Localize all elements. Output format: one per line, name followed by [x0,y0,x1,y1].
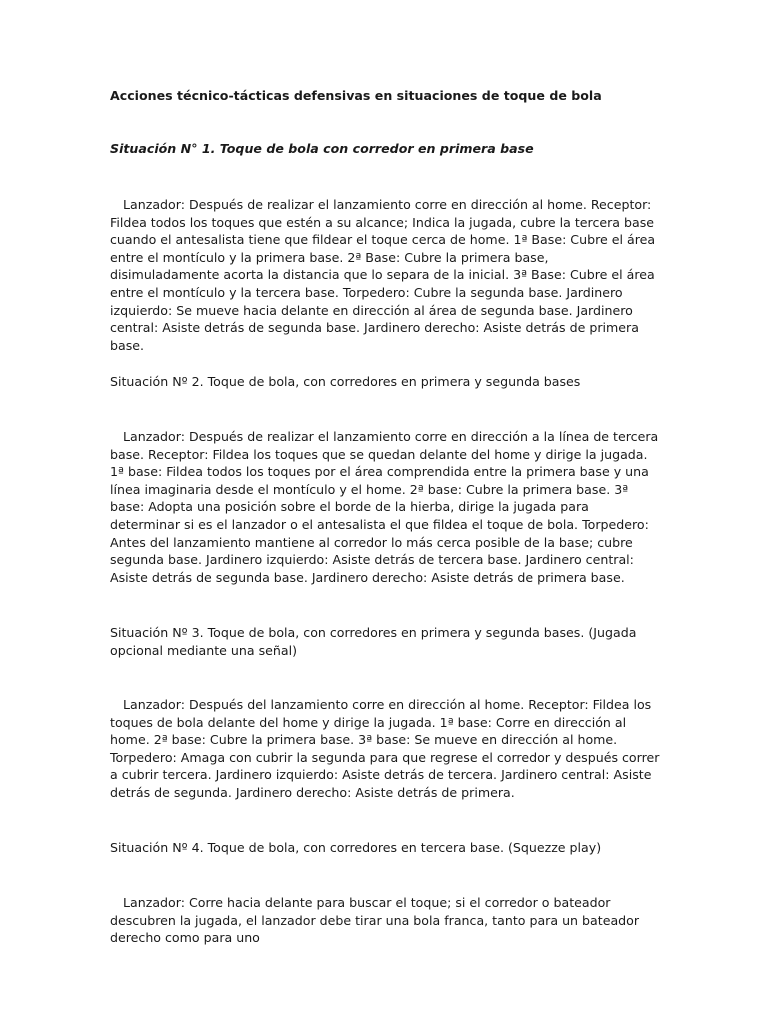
section-1-heading: Situación N° 1. Toque de bola con corredor en primera base [110,141,534,156]
section-1-body: Lanzador: Después de realizar el lanzamiento corre en dirección al home. Receptor: Fildea todos los toques que estén a su alcance; Indica la jugada, cubre la tercera base cuando el antesalista tiene que fildear el toque cerca de home. 1ª Base: Cubre el área entre el montículo y la primera base. 2ª Base: Cubre la primera base, disimuladamente acorta la distancia que lo separa de la inicial. 3ª Base: Cubre el área entre el montículo y la tercera base. Torpedero: Cubre la segunda base. Jardinero izquierdo: Se mueve hacia delante en dirección al área de segunda base. Jardinero central: Asiste detrás de segunda base. Jardinero derecho: Asiste detrás de primera base. [110,197,656,353]
section-4-heading: Situación Nº 4. Toque de bola, con corredores en tercera base. (Squezze play) [110,840,602,855]
section-3-heading: Situación Nº 3. Toque de bola, con corredores en primera y segunda bases. (Jugada opcional mediante una señal) [110,625,637,658]
section-2-body: Lanzador: Después de realizar el lanzamiento corre en dirección a la línea de tercera base. Receptor: Fildea los toques que se quedan delante del home y dirige la jugada. 1ª base: Fildea todos los toques por el área comprendida entre la primera base y una línea imaginaria desde el montículo y el home. 2ª base: Cubre la primera base. 3ª base: Adopta una posición sobre el borde de la hierba, dirige la jugada para determinar si es el lanzador o el antesalista el que fildea el toque de bola. Torpedero: Antes del lanzamiento mantiene al corredor lo más cerca posible de la base; cubre segunda base. Jardinero izquierdo: Asiste detrás de tercera base. Jardinero central: Asiste detrás de segunda base. Jardinero derecho: Asiste detrás de primera base. [110,429,659,585]
section-2-heading: Situación Nº 2. Toque de bola, con corredores en primera y segunda bases [110,374,581,389]
document-title: Acciones técnico-tácticas defensivas en situaciones de toque de bola [110,88,602,103]
section-3-body: Lanzador: Después del lanzamiento corre en dirección al home. Receptor: Fildea los toques de bola delante del home y dirige la jugada. 1ª base: Corre en dirección al home. 2ª base: Cubre la primera base. 3ª base: Se mueve en dirección al home. Torpedero: Amaga con cubrir la segunda para que regrese el corredor y después correr a cubrir tercera. Jardinero izquierdo: Asiste detrás de tercera. Jardinero central: Asiste detrás de segunda. Jardinero derecho: Asiste detrás de primera. [110,697,660,800]
section-4-body: Lanzador: Corre hacia delante para buscar el toque; si el corredor o bateador descubren la jugada, el lanzador debe tirar una bola franca, tanto para un bateador derecho como para uno [110,895,640,946]
